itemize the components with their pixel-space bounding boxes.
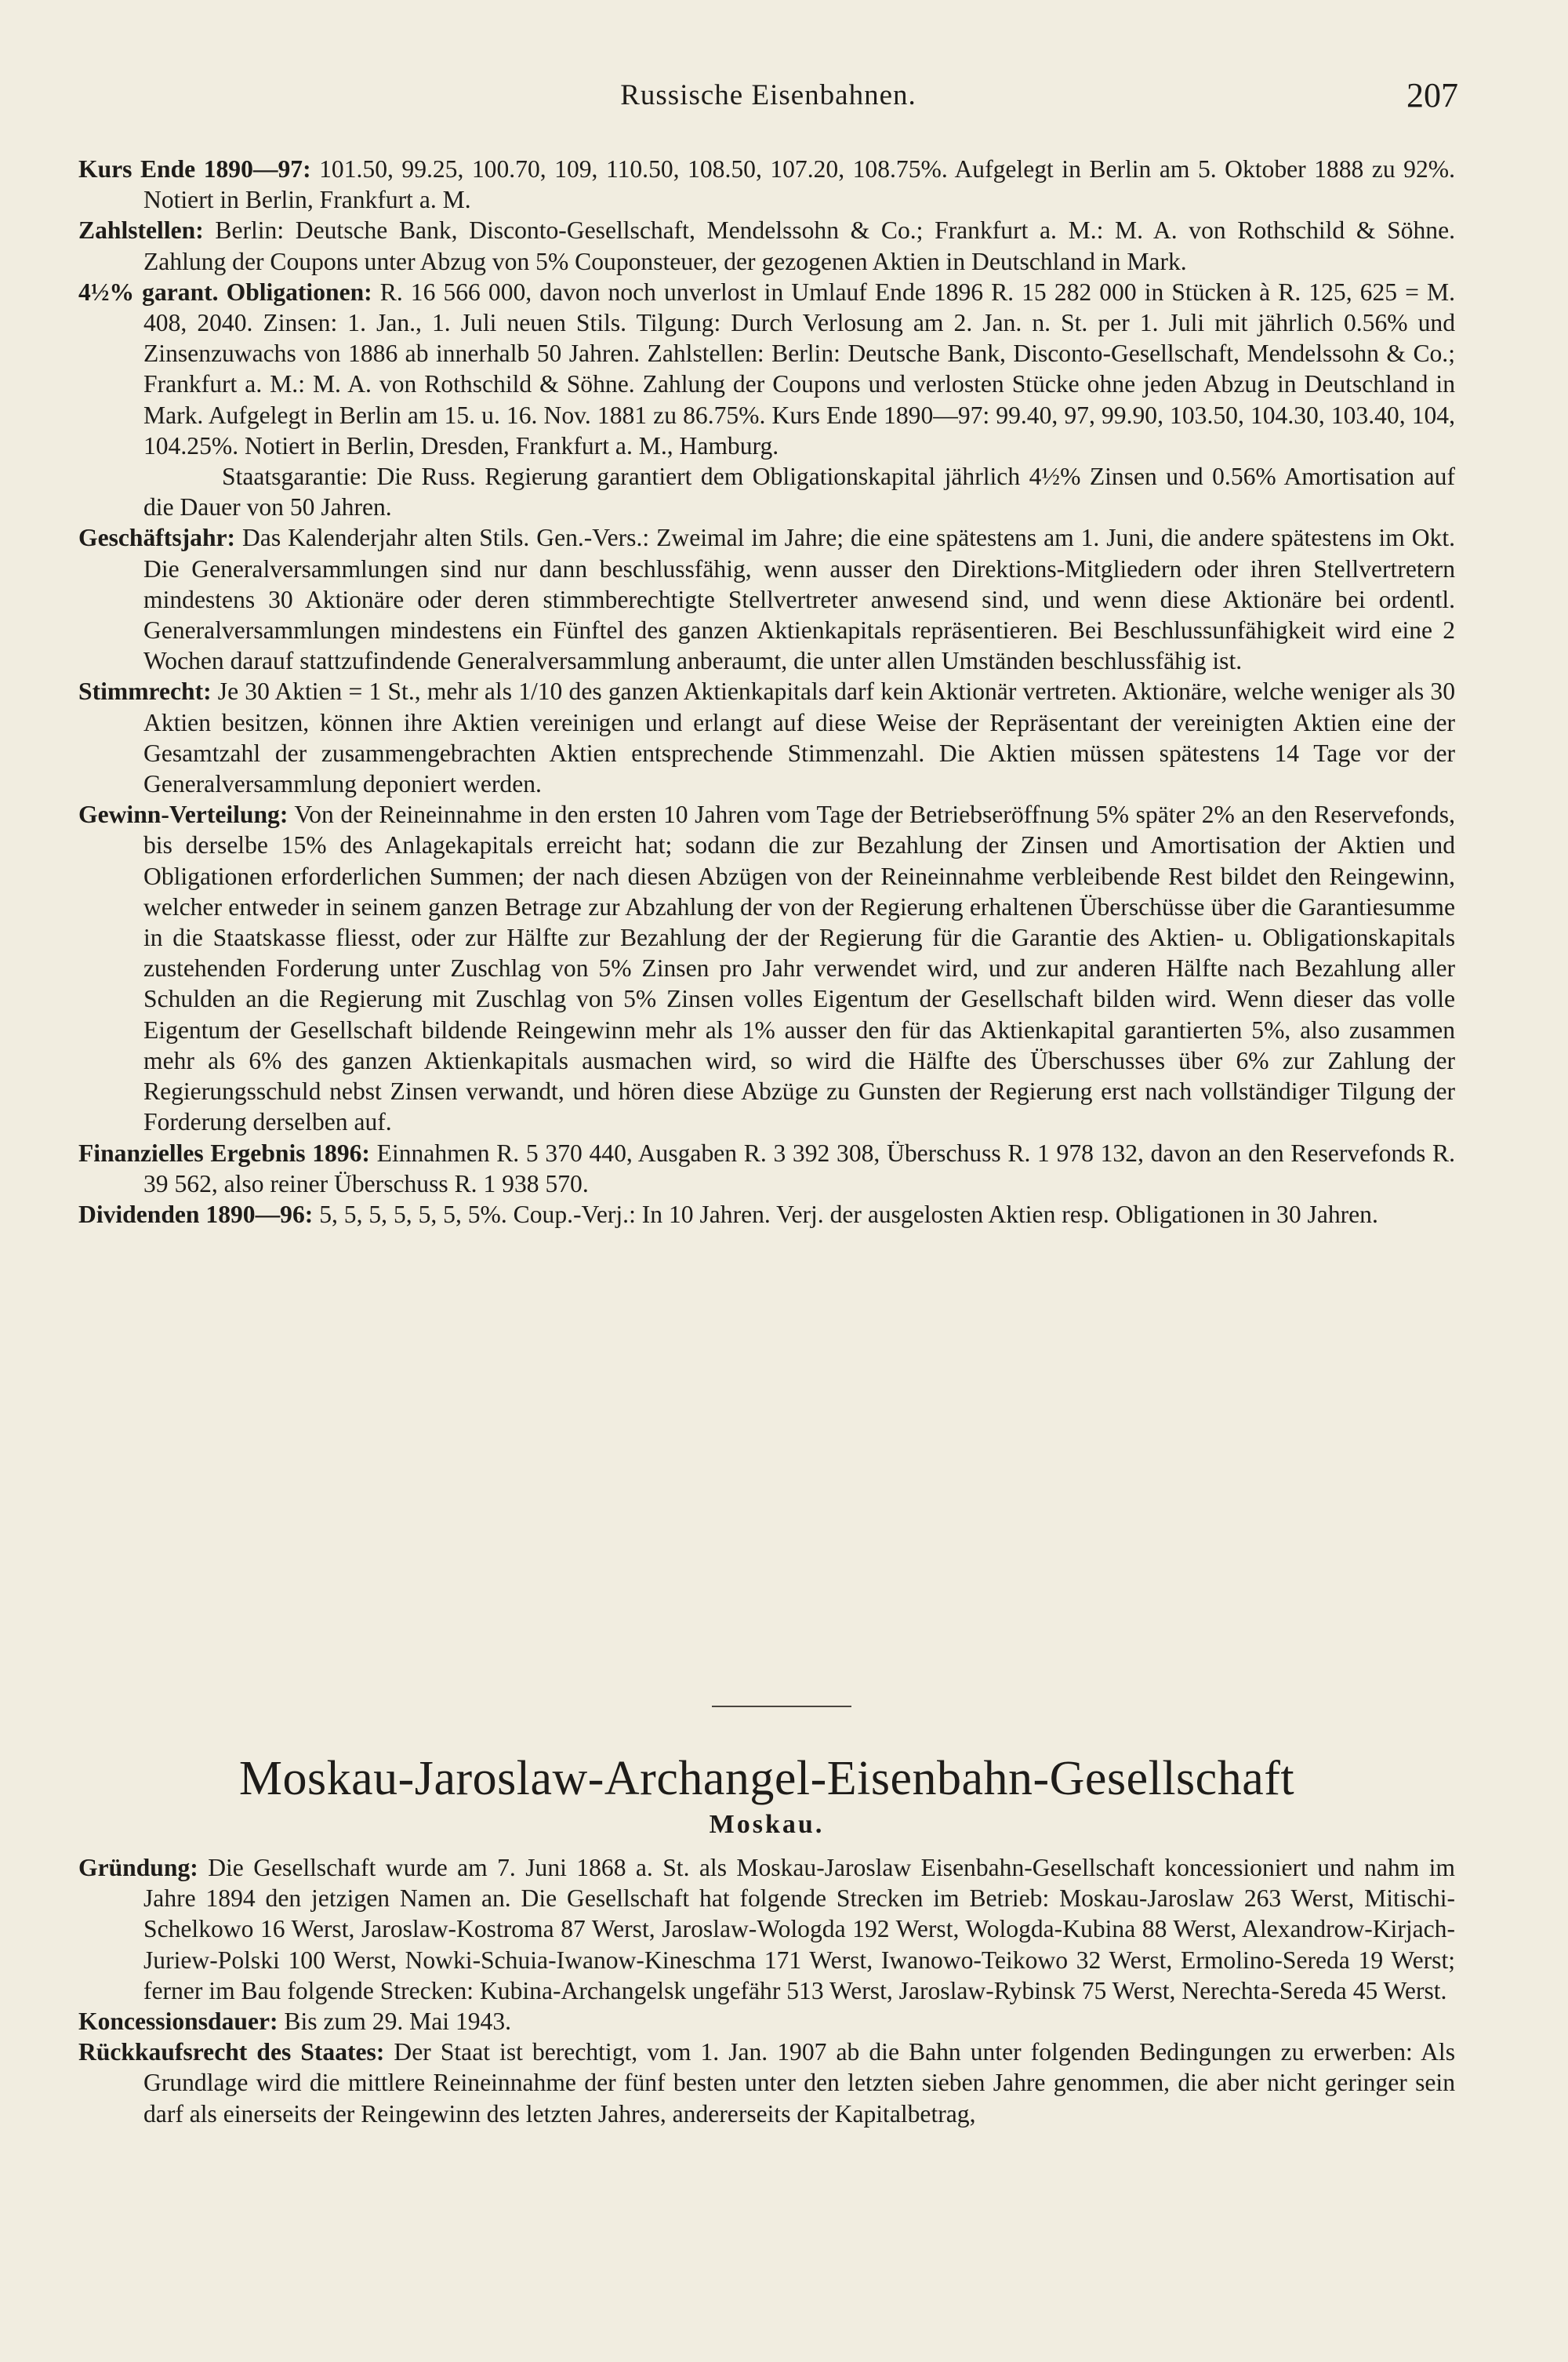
paragraph-text: Das Kalenderjahr alten Stils. Gen.-Vers.: Zweimal im Jahre; die eine spätestens am 1. Juni, die andere spätestens im Okt. Die Generalversammlungen sind nur dann beschlussfähig, wenn ausser den Direktions-Mitgliedern oder ihren Stellvertretern mindestens 30 Aktionäre oder deren stimmberechtigte Stellvertreter anwesend sind, und wenn diese Aktionäre bei ordentl. Generalversammlungen mindestens ein Fünftel des ganzen Aktienkapitals repräsentieren. Bei Beschlussunfähigkeit wird eine 2 Wochen darauf stattzufindende Generalversammlung anberaumt, die unter allen Umständen beschlussfähig ist.: [143, 524, 1455, 675]
paragraph-label: Dividenden 1890—96:: [78, 1200, 314, 1228]
paragraph-label: Gründung:: [78, 1854, 198, 1881]
section-russische-eisenbahnen: [78, 154, 1455, 1230]
page-number: 207: [1406, 76, 1458, 114]
paragraph-dividenden: [78, 1199, 1455, 1230]
paragraph-zahlstellen: [78, 215, 1455, 276]
section-divider: [712, 1706, 851, 1707]
paragraph-text: Bis zum 29. Mai 1943.: [278, 2008, 512, 2036]
paragraph-rueckkaufsrecht: [78, 2037, 1455, 2129]
paragraph-text: Staatsgarantie: Die Russ. Regierung garantiert dem Obligationskapital jährlich 4½% Zinsen und 0.56% Amortisation auf die Dauer von 50 Jahren.: [143, 463, 1455, 521]
paragraph-text: Von der Reineinnahme in den ersten 10 Jahren vom Tage der Betriebseröffnung 5% später 2% an den Reservefonds, bis derselbe 15% des Anlagekapitals erreicht hat; sodann die zur Bezahlung der Zinsen und Amortisation der Aktien und Obligationen erforderlichen Summen; der nach diesen Abzügen von der Reineinnahme verbleibende Rest bildet den Reingewinn, welcher entweder in seinem ganzen Betrage zur Abzahlung der von der Regierung erhaltenen Überschüsse über die Garantiesumme in die Staatskasse fliesst, oder zur Hälfte zur Bezahlung der der Regierung für die Garantie des Aktien- u. Obligationskapitals zustehenden Forderung unter Zuschlag von 5% Zinsen pro Jahr verwendet wird, und zur anderen Hälfte nach Bezahlung aller Schulden an die Regierung mit Zuschlag von 5% Zinsen volles Eigentum der Gesellschaft bilden wird. Wenn dieser das volle Eigentum der Gesellschaft bildende Reingewinn mehr als 1% ausser den für das Aktienkapital garantierten 5%, also zusammen mehr als 6% des ganzen Aktienkapitals ausmachen wird, so wird die Hälfte des Überschusses über 6% zur Zahlung der Regierungsschuld nebst Zinsen verwandt, und hören diese Abzüge zu Gunsten der Regierung erst nach vollständiger Tilgung der Forderung derselben auf.: [143, 801, 1455, 1136]
paragraph-label: Rückkaufsrecht des Staates:: [78, 2038, 385, 2066]
paragraph-koncessionsdauer: [78, 2006, 1455, 2037]
section-moskau-jaroslaw: [78, 1852, 1455, 2129]
company-title: Moskau-Jaroslaw-Archangel-Eisenbahn-Gesellschaft: [238, 1752, 1295, 1805]
paragraph-text: Die Gesellschaft wurde am 7. Juni 1868 a. St. als Moskau-Jaroslaw Eisenbahn-Gesellschaft koncessioniert und nahm im Jahre 1894 den jetzigen Namen an. Die Gesellschaft hat folgende Strecken im Betrieb: Moskau-Jaroslaw 263 Werst, Mitischi-Schelkowo 16 Werst, Jaroslaw-Kostroma 87 Werst, Jaroslaw-Wologda 192 Werst, Wologda-Kubina 88 Werst, Alexandrow-Kirjach-Juriew-Polski 100 Werst, Nowki-Schuia-Iwanow-Kineschma 171 Werst, Iwanowo-Teikowo 32 Werst, Ermolino-Sereda 19 Werst; ferner im Bau folgende Strecken: Kubina-Archangelsk ungefähr 513 Werst, Jaroslaw-Rybinsk 75 Werst, Nerechta-Sereda 45 Werst.: [143, 1854, 1455, 2004]
company-city: Moskau.: [709, 1810, 825, 1839]
paragraph-finanzielles-ergebnis: [78, 1138, 1455, 1199]
paragraph-text: 101.50, 99.25, 100.70, 109, 110.50, 108.50, 107.20, 108.75%. Aufgelegt in Berlin am 5. Oktober 1888 zu 92%. Notiert in Berlin, Frankfurt a. M.: [143, 155, 1455, 214]
paragraph-label: Finanzielles Ergebnis 1896:: [78, 1139, 370, 1167]
paragraph-label: 4½% garant. Obligationen:: [78, 278, 372, 306]
paragraph-label: Kurs Ende 1890—97:: [78, 155, 311, 183]
paragraph-label: Stimmrecht:: [78, 678, 212, 706]
paragraph-gewinn-verteilung: [78, 799, 1455, 1137]
paragraph-text: Der Staat ist berechtigt, vom 1. Jan. 1907 ab die Bahn unter folgenden Bedingungen zu erwerben: Als Grundlage wird die mittlere Reineinnahme der fünf besten unter den letzten sieben Jahre genommen, die aber nicht geringer sein darf als einerseits der Reingewinn des letzten Jahres, andererseits der Kapitalbetrag,: [143, 2038, 1455, 2128]
paragraph-stimmrecht: [78, 676, 1455, 799]
paragraph-gruendung: [78, 1852, 1455, 2006]
paragraph-text: Einnahmen R. 5 370 440, Ausgaben R. 3 392 308, Überschuss R. 1 978 132, davon an den Reservefonds R. 39 562, also reiner Überschuss R. 1 938 570.: [143, 1139, 1455, 1197]
paragraph-obligationen: [78, 277, 1455, 461]
paragraph-staatsgarantie: [78, 461, 1455, 522]
paragraph-kurs: [78, 154, 1455, 215]
paragraph-text: 5, 5, 5, 5, 5, 5, 5%. Coup.-Verj.: In 10 Jahren. Verj. der ausgelosten Aktien resp. Obligationen in 30 Jahren.: [313, 1200, 1378, 1228]
running-title: Russische Eisenbahnen.: [620, 79, 916, 111]
paragraph-label: Geschäftsjahr:: [78, 524, 236, 552]
paragraph-label: Gewinn-Verteilung:: [78, 801, 289, 829]
paragraph-text: R. 16 566 000, davon noch unverlost in Umlauf Ende 1896 R. 15 282 000 in Stücken à R. 125, 625 = M. 408, 2040. Zinsen: 1. Jan., 1. Juli neuen Stils. Tilgung: Durch Verlosung am 2. Jan. n. St. per 1. Juli mit jährlich 0.56% und Zinsenzuwachs von 1886 ab innerhalb 50 Jahren. Zahlstellen: Berlin: Deutsche Bank, Disconto-Gesellschaft, Mendelssohn & Co.; Frankfurt a. M.: M. A. von Rothschild & Söhne. Zahlung der Coupons und verlosten Stücke ohne jeden Abzug in Deutschland in Mark. Aufgelegt in Berlin am 15. u. 16. Nov. 1881 zu 86.75%. Kurs Ende 1890—97: 99.40, 97, 99.90, 103.50, 104.30, 103.40, 104, 104.25%. Notiert in Berlin, Dresden, Frankfurt a. M., Hamburg.: [143, 278, 1455, 460]
paragraph-text: Je 30 Aktien = 1 St., mehr als 1/10 des ganzen Aktienkapitals darf kein Aktionär vertreten. Aktionäre, welche weniger als 30 Aktien besitzen, können ihre Aktien vereinigen und erlangt auf diese Weise der Repräsentant der vereinigten Aktien eine der Gesamtzahl der zusammengebrachten Aktien entsprechende Stimmenzahl. Die Aktien müssen spätestens 14 Tage vor der Generalversammlung deponiert werden.: [143, 678, 1455, 798]
paragraph-label: Zahlstellen:: [78, 216, 204, 245]
page-header: [78, 78, 1458, 125]
paragraph-text: Berlin: Deutsche Bank, Disconto-Gesellschaft, Mendelssohn & Co.; Frankfurt a. M.: M. A. von Rothschild & Söhne. Zahlung der Coupons unter Abzug von 5% Couponsteuer, der gezogenen Aktien in Deutschland in Mark.: [143, 216, 1455, 275]
paragraph-geschaeftsjahr: [78, 522, 1455, 676]
paragraph-label: Koncessionsdauer:: [78, 2008, 278, 2036]
